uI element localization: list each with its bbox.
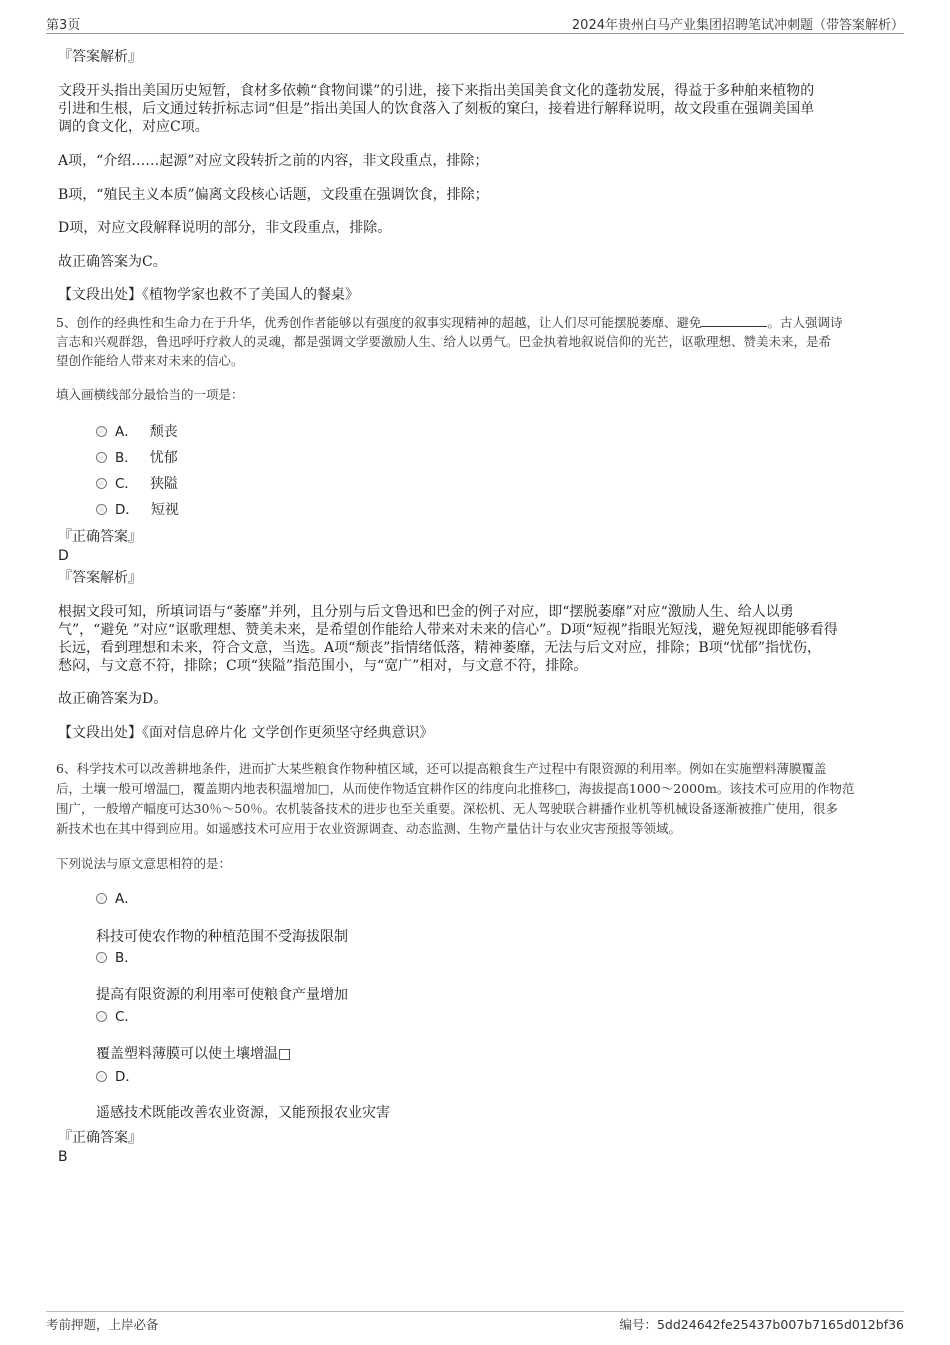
q6-stem-line-4: 新技术也在其中得到应用。如遥感技术可应用于农业资源调查、动态监测、生物产量估计与农业灾害预报等领域。 bbox=[56, 821, 682, 836]
document-title: 2024年贵州白马产业集团招聘笔试冲刺题（带答案解析） bbox=[571, 18, 904, 33]
q4-point-a: A项，“介绍……起源”对应文段转折之前的内容，非文段重点，排除； bbox=[58, 153, 489, 169]
q4-source: 【文段出处】《植物学家也救不了美国人的餐桌》 bbox=[58, 287, 359, 303]
q6-option-b-text: 提高有限资源的利用率可使粮食产量增加 bbox=[96, 987, 348, 1003]
q6-option-b[interactable]: B． bbox=[96, 949, 150, 967]
q5-analysis-line-4: 愁闷，与文意不符，排除；C项“狭隘”指范围小，与“宽广”相对，与文意不符，排除。 bbox=[58, 658, 588, 674]
q5-analysis-line-1: 根据文段可知，所填词语与“萎靡”并列，且分别与后文鲁迅和巴金的例子对应，即“摆脱萎靡”对应“激励人生、给人以勇 bbox=[58, 604, 794, 620]
q5-answer: D bbox=[58, 548, 69, 564]
q5-prompt: 填入画横线部分最恰当的一项是： bbox=[56, 387, 244, 402]
q4-analysis-label: 『答案解析』 bbox=[58, 49, 142, 65]
radio-icon[interactable] bbox=[96, 452, 107, 463]
page-header bbox=[46, 14, 904, 34]
q5-conclusion: 故正确答案为D。 bbox=[58, 691, 168, 707]
radio-icon[interactable] bbox=[96, 426, 107, 437]
page-footer bbox=[46, 1311, 904, 1334]
q5-stem-line-2: 言志和兴观群怨，鲁迅呼吁疗救人的灵魂，都是强调文学要激励人生、给人以勇气。巴金执着地叙说信仰的光芒，讴歌理想、赞美未来，是希 bbox=[56, 334, 832, 349]
q6-option-a-text: 科技可使农作物的种植范围不受海拔限制 bbox=[96, 929, 348, 945]
q5-stem-line-1-post: 。古人强调诗 bbox=[767, 315, 843, 330]
footer-slogan: 考前押题，上岸必备 bbox=[46, 1317, 159, 1332]
q4-analysis-line-1: 文段开头指出美国历史短暂，食材多依赖“食物间谍”的引进，接下来指出美国美食文化的蓬勃发展，得益于多种舶来植物的 bbox=[58, 83, 815, 99]
q6-stem-line-2: 后，土壤一般可增温□，覆盖期内地表积温增加□，从而使作物适宜耕作区的纬度向北推移□，海拔提高1000～2000m。该技术可应用的作物范 bbox=[56, 781, 855, 796]
q4-point-b: B项，“殖民主义本质”偏离文段核心话题，文段重在强调饮食，排除； bbox=[58, 187, 489, 203]
q4-analysis-line-3: 调的食文化，对应C项。 bbox=[58, 119, 209, 135]
q5-source: 【文段出处】《面对信息碎片化 文学创作更须坚守经典意识》 bbox=[58, 725, 434, 741]
radio-icon[interactable] bbox=[96, 1011, 107, 1022]
q6-stem-line-1: 6、科学技术可以改善耕地条件，进而扩大某些粮食作物种植区域，还可以提高粮食生产过程中有限资源的利用率。例如在实施塑料薄膜覆盖 bbox=[56, 761, 827, 776]
q4-conclusion: 故正确答案为C。 bbox=[58, 254, 167, 270]
q5-stem-line-1-pre: 5、创作的经典性和生命力在于升华，优秀创作者能够以有强度的叙事实现精神的超越，让人们尽可能摆脱萎靡、避免 bbox=[56, 315, 702, 330]
q6-answer-label: 『正确答案』 bbox=[58, 1130, 142, 1146]
q5-analysis-line-2: 气”，“避免 ”对应“讴歌理想、赞美未来，是希望创作能给人带来对未来的信心”。D项“短视”指眼光短浅，避免短视即能够看得 bbox=[58, 622, 838, 638]
q6-option-d[interactable]: D． bbox=[96, 1068, 151, 1086]
q5-stem-line-3: 望创作能给人带来对未来的信心。 bbox=[56, 353, 244, 368]
radio-icon[interactable] bbox=[96, 893, 107, 904]
q6-option-d-text: 遥感技术既能改善农业资源，又能预报农业灾害 bbox=[96, 1105, 390, 1121]
q5-analysis-line-3: 长远，看到理想和未来，符合文意，当选。A项“颓丧”指情绪低落，精神萎靡，无法与后文对应，排除；B项“忧郁”指忧伤， bbox=[58, 640, 822, 656]
q6-option-a[interactable]: A． bbox=[96, 890, 150, 908]
q5-option-a[interactable]: A． 颓丧 bbox=[96, 423, 178, 441]
radio-icon[interactable] bbox=[96, 952, 107, 963]
radio-icon[interactable] bbox=[96, 1071, 107, 1082]
q6-prompt: 下列说法与原文意思相符的是： bbox=[56, 856, 232, 871]
q5-blank bbox=[701, 314, 767, 327]
q4-point-d: D项，对应文段解释说明的部分，非文段重点，排除。 bbox=[58, 220, 392, 236]
q5-answer-label: 『正确答案』 bbox=[58, 529, 142, 545]
footer-code: 编号：5dd24642fe25437b007b7165d012bf36 bbox=[619, 1317, 904, 1332]
q6-answer: B bbox=[58, 1149, 68, 1165]
q5-analysis-label: 『答案解析』 bbox=[58, 570, 142, 586]
q5-option-b[interactable]: B． 忧郁 bbox=[96, 449, 178, 467]
q6-stem-line-3: 围广，一般增产幅度可达30％～50％。农机装备技术的进步也至关重要。深松机、无人驾驶联合耕播作业机等机械设备逐渐被推广使用，很多 bbox=[56, 801, 838, 816]
page-number: 第3页 bbox=[46, 18, 81, 33]
q5-stem-line-1 bbox=[56, 314, 842, 332]
q5-option-d[interactable]: D． 短视 bbox=[96, 501, 179, 519]
q6-option-c-text: 覆盖塑料薄膜可以使土壤增温□ bbox=[96, 1046, 292, 1062]
radio-icon[interactable] bbox=[96, 504, 107, 515]
q5-option-c[interactable]: C． 狭隘 bbox=[96, 475, 178, 493]
q4-analysis-line-2: 引进和生根，后文通过转折标志词“但是”指出美国人的饮食落入了刻板的窠臼，接着进行解释说明，故文段重在强调美国单 bbox=[58, 101, 815, 117]
radio-icon[interactable] bbox=[96, 478, 107, 489]
q6-option-c[interactable]: C． bbox=[96, 1008, 150, 1026]
